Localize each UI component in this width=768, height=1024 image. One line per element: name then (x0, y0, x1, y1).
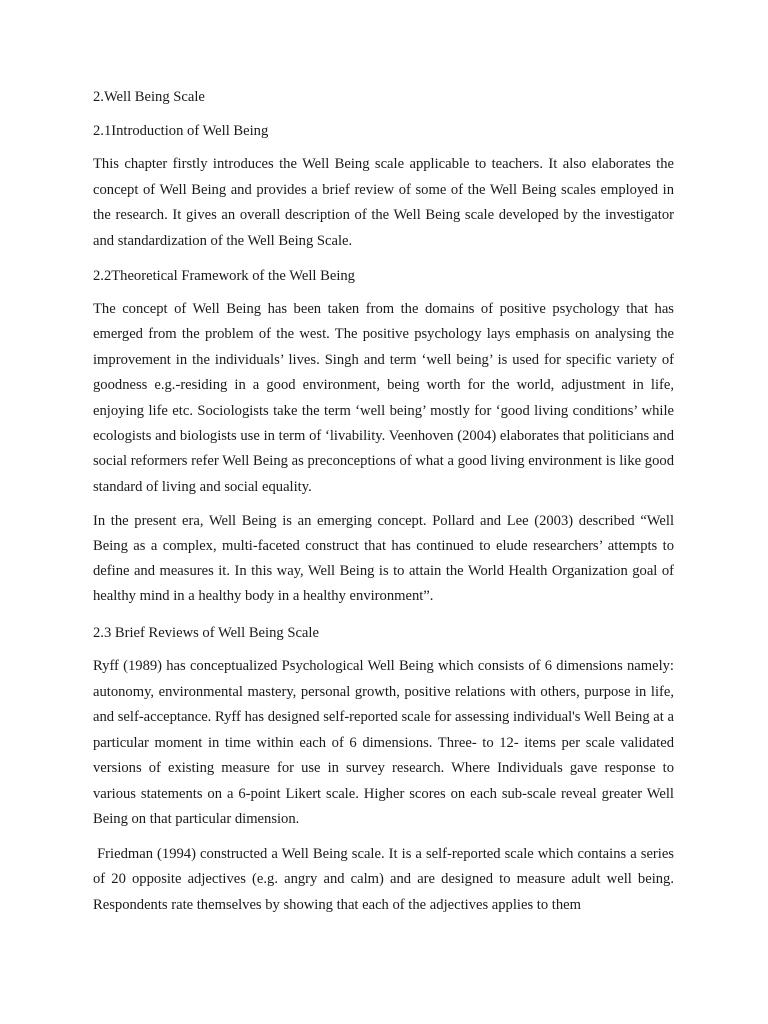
paragraph-introduction: This chapter firstly introduces the Well Being scale applicable to teachers. It also elaborates the concept of Well Being and provides a brief review of some of the Well Being scales employed in the research. It gives an overall description of the Well Being scale developed by the investigator and standardization of the Well Being Scale. (93, 156, 674, 249)
paragraph-friedman: Friedman (1994) constructed a Well Being scale. It is a self-reported scale which contains a series of 20 opposite adjectives (e.g. angry and calm) and are designed to measure adult well being. Respondents rate themselves by showing that each of the adjectives applies to them (93, 846, 678, 913)
paragraph-present-era: In the present era, Well Being is an emerging concept. Pollard and Lee (2003) described “Well Being as a complex, multi-faceted construct that has continued to elude researchers’ attempts to define and measures it. In this way, Well Being is to attain the World Health Organization goal of healthy mind in a healthy body in a healthy environment”. (93, 513, 674, 604)
paragraph-theoretical-framework: The concept of Well Being has been taken from the domains of positive psychology that has emerged from the problem of the west. The positive psychology lays emphasis on analysing the improvement in the individuals’ lives. Singh and term ‘well being’ is used for specific variety of goodness e.g.-residing in a good environment, being worth for the world, adjustment in life, enjoying life etc. Sociologists take the term ‘well being’ mostly for ‘good living conditions’ while ecologists and biologists use in term of ‘livability. Veenhoven (2004) elaborates that politicians and social reformers refer Well Being as preconceptions of what a good living environment is like good standard of living and social equality. (93, 301, 674, 495)
paragraph-ryff: Ryff (1989) has conceptualized Psychological Well Being which consists of 6 dimensions namely: autonomy, environmental mastery, personal growth, positive relations with others, purpose in life, and self-acceptance. Ryff has designed self-reported scale for assessing individual's Well Being at a particular moment in time within each of 6 dimensions. Three- to 12- items per scale validated versions of existing measure for use in survey research. Where Individuals gave response to various statements on a 6-point Likert scale. Higher scores on each sub-scale reveal greater Well Being on that particular dimension. (93, 658, 674, 827)
section-heading-2-1: 2.1Introduction of Well Being (93, 123, 269, 139)
section-heading-2-2: 2.2Theoretical Framework of the Well Being (93, 268, 355, 284)
section-heading-2: 2.Well Being Scale (93, 89, 205, 105)
section-heading-2-3: 2.3 Brief Reviews of Well Being Scale (93, 625, 319, 641)
